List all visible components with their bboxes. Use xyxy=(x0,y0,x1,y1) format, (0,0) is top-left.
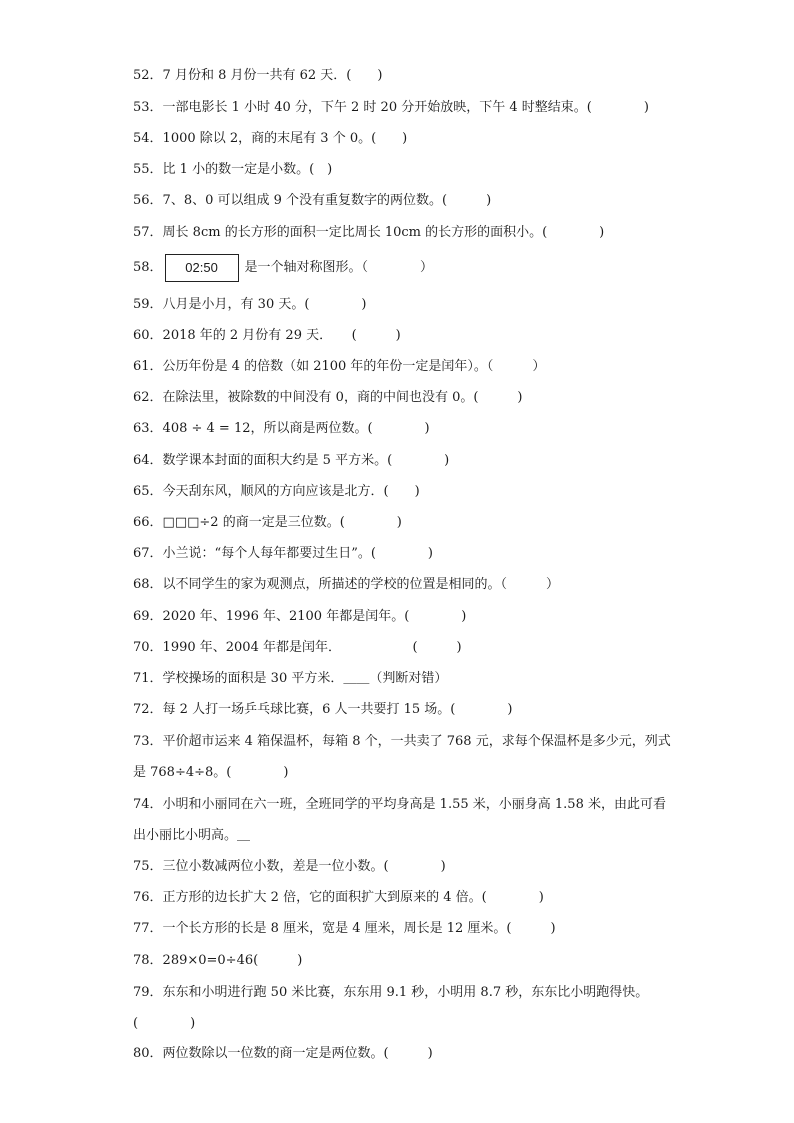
question-text: 一部电影长 1 小时 40 分，下午 2 时 20 分开始放映，下午 4 时整结束。( ) xyxy=(162,100,649,115)
question-text: 7 月份和 8 月份一共有 62 天．( ) xyxy=(162,68,383,83)
question-text: 每 2 人打一场乒乓球比赛，6 人一共要打 15 场。( ) xyxy=(162,702,513,717)
question-number: 71． xyxy=(133,671,163,686)
question-76 xyxy=(133,890,673,906)
question-69 xyxy=(133,609,673,625)
question-54 xyxy=(133,131,673,147)
question-79 xyxy=(133,977,673,1039)
question-74 xyxy=(133,789,673,851)
question-number: 59． xyxy=(133,297,163,312)
question-63 xyxy=(133,421,673,437)
question-71 xyxy=(133,671,673,687)
question-70 xyxy=(133,640,673,656)
question-number: 62． xyxy=(133,390,163,405)
question-number: 68． xyxy=(133,577,163,592)
question-number: 60． xyxy=(133,328,163,343)
question-number: 58． xyxy=(133,260,163,275)
question-60 xyxy=(133,328,673,344)
question-text: □□□÷2 的商一定是三位数。( ) xyxy=(162,515,402,530)
question-text: 八月是小月，有 30 天。( ) xyxy=(162,297,367,312)
question-number: 61． xyxy=(133,359,163,374)
question-text: 是一个轴对称图形。（ ） xyxy=(244,260,434,275)
question-59 xyxy=(133,297,673,313)
question-75 xyxy=(133,859,673,875)
question-text: 平价超市运来 4 箱保温杯，每箱 8 个，一共卖了 768 元，求每个保温杯是多少元，列式是 768÷4÷8。( ) xyxy=(133,734,671,780)
question-text: 比 1 小的数一定是小数。( ) xyxy=(162,162,333,177)
question-62 xyxy=(133,390,673,406)
question-number: 57． xyxy=(133,225,163,240)
question-number: 67． xyxy=(133,546,163,561)
question-67 xyxy=(133,546,673,562)
clock-display-box: 02:50 xyxy=(165,254,239,282)
question-text: 周长 8cm 的长方形的面积一定比周长 10cm 的长方形的面积小。( ) xyxy=(162,225,605,240)
question-72 xyxy=(133,702,673,718)
question-number: 53． xyxy=(133,100,163,115)
question-number: 77． xyxy=(133,921,163,936)
question-number: 72． xyxy=(133,702,163,717)
question-text: 408 ÷ 4 = 12，所以商是两位数。( ) xyxy=(162,421,430,436)
question-text: 289×0=0÷46( ) xyxy=(162,953,303,968)
question-text: 在除法里，被除数的中间没有 0，商的中间也没有 0。( ) xyxy=(162,390,523,405)
question-text: 2018 年的 2 月份有 29 天． ( ) xyxy=(162,328,401,343)
question-text: 2020 年、1996 年、2100 年都是闰年。( ) xyxy=(162,609,467,624)
question-68 xyxy=(133,577,673,593)
question-number: 64． xyxy=(133,453,163,468)
question-text: 公历年份是 4 的倍数（如 2100 年的年份一定是闰年）。（ ） xyxy=(162,359,546,374)
question-number: 55． xyxy=(133,162,163,177)
question-text: 学校操场的面积是 30 平方米．＿＿（判断对错） xyxy=(162,671,448,686)
question-number: 54． xyxy=(133,131,163,146)
question-number: 73． xyxy=(133,734,163,749)
question-58 xyxy=(133,253,673,283)
question-64 xyxy=(133,453,673,469)
question-text: 正方形的边长扩大 2 倍，它的面积扩大到原来的 4 倍。( ) xyxy=(162,890,544,905)
question-number: 63． xyxy=(133,421,163,436)
question-number: 78． xyxy=(133,953,163,968)
question-78 xyxy=(133,953,673,969)
question-73 xyxy=(133,726,673,788)
question-number: 74． xyxy=(133,797,163,812)
question-52 xyxy=(133,68,673,84)
question-number: 65． xyxy=(133,484,163,499)
question-number: 80． xyxy=(133,1046,163,1061)
question-text: 7、8、0 可以组成 9 个没有重复数字的两位数。( ) xyxy=(162,193,492,208)
question-number: 66． xyxy=(133,515,163,530)
question-text: 以不同学生的家为观测点，所描述的学校的位置是相同的。（ ） xyxy=(162,577,560,592)
question-text: 两位数除以一位数的商一定是两位数。( ) xyxy=(162,1046,433,1061)
question-number: 69． xyxy=(133,609,163,624)
question-61 xyxy=(133,359,673,375)
question-number: 56． xyxy=(133,193,163,208)
question-56 xyxy=(133,193,673,209)
question-80 xyxy=(133,1046,673,1062)
question-number: 76． xyxy=(133,890,163,905)
question-text: 一个长方形的长是 8 厘米，宽是 4 厘米，周长是 12 厘米。( ) xyxy=(162,921,556,936)
question-text: 东东和小明进行跑 50 米比赛，东东用 9.1 秒，小明用 8.7 秒，东东比小明跑得快。( ) xyxy=(133,985,649,1031)
question-number: 75． xyxy=(133,859,163,874)
question-text: 小兰说：“每个人每年都要过生日”。( ) xyxy=(162,546,433,561)
question-65 xyxy=(133,484,673,500)
question-text: 1990 年、2004 年都是闰年． ( ) xyxy=(162,640,462,655)
question-57 xyxy=(133,225,673,241)
question-text: 1000 除以 2，商的末尾有 3 个 0。( ) xyxy=(162,131,408,146)
question-55 xyxy=(133,162,673,178)
question-number: 52． xyxy=(133,68,163,83)
question-53 xyxy=(133,100,673,116)
question-text: 三位小数减两位小数，差是一位小数。( ) xyxy=(162,859,446,874)
question-77 xyxy=(133,921,673,937)
question-text: 数学课本封面的面积大约是 5 平方米。( ) xyxy=(162,453,450,468)
question-66 xyxy=(133,515,673,531)
question-text: 今天刮东风，顺风的方向应该是北方．( ) xyxy=(162,484,420,499)
question-number: 70． xyxy=(133,640,163,655)
question-number: 79． xyxy=(133,985,163,1000)
question-text: 小明和小丽同在六一班，全班同学的平均身高是 1.55 米，小丽身高 1.58 米，由此可看出小丽比小明高。＿ xyxy=(133,797,666,843)
